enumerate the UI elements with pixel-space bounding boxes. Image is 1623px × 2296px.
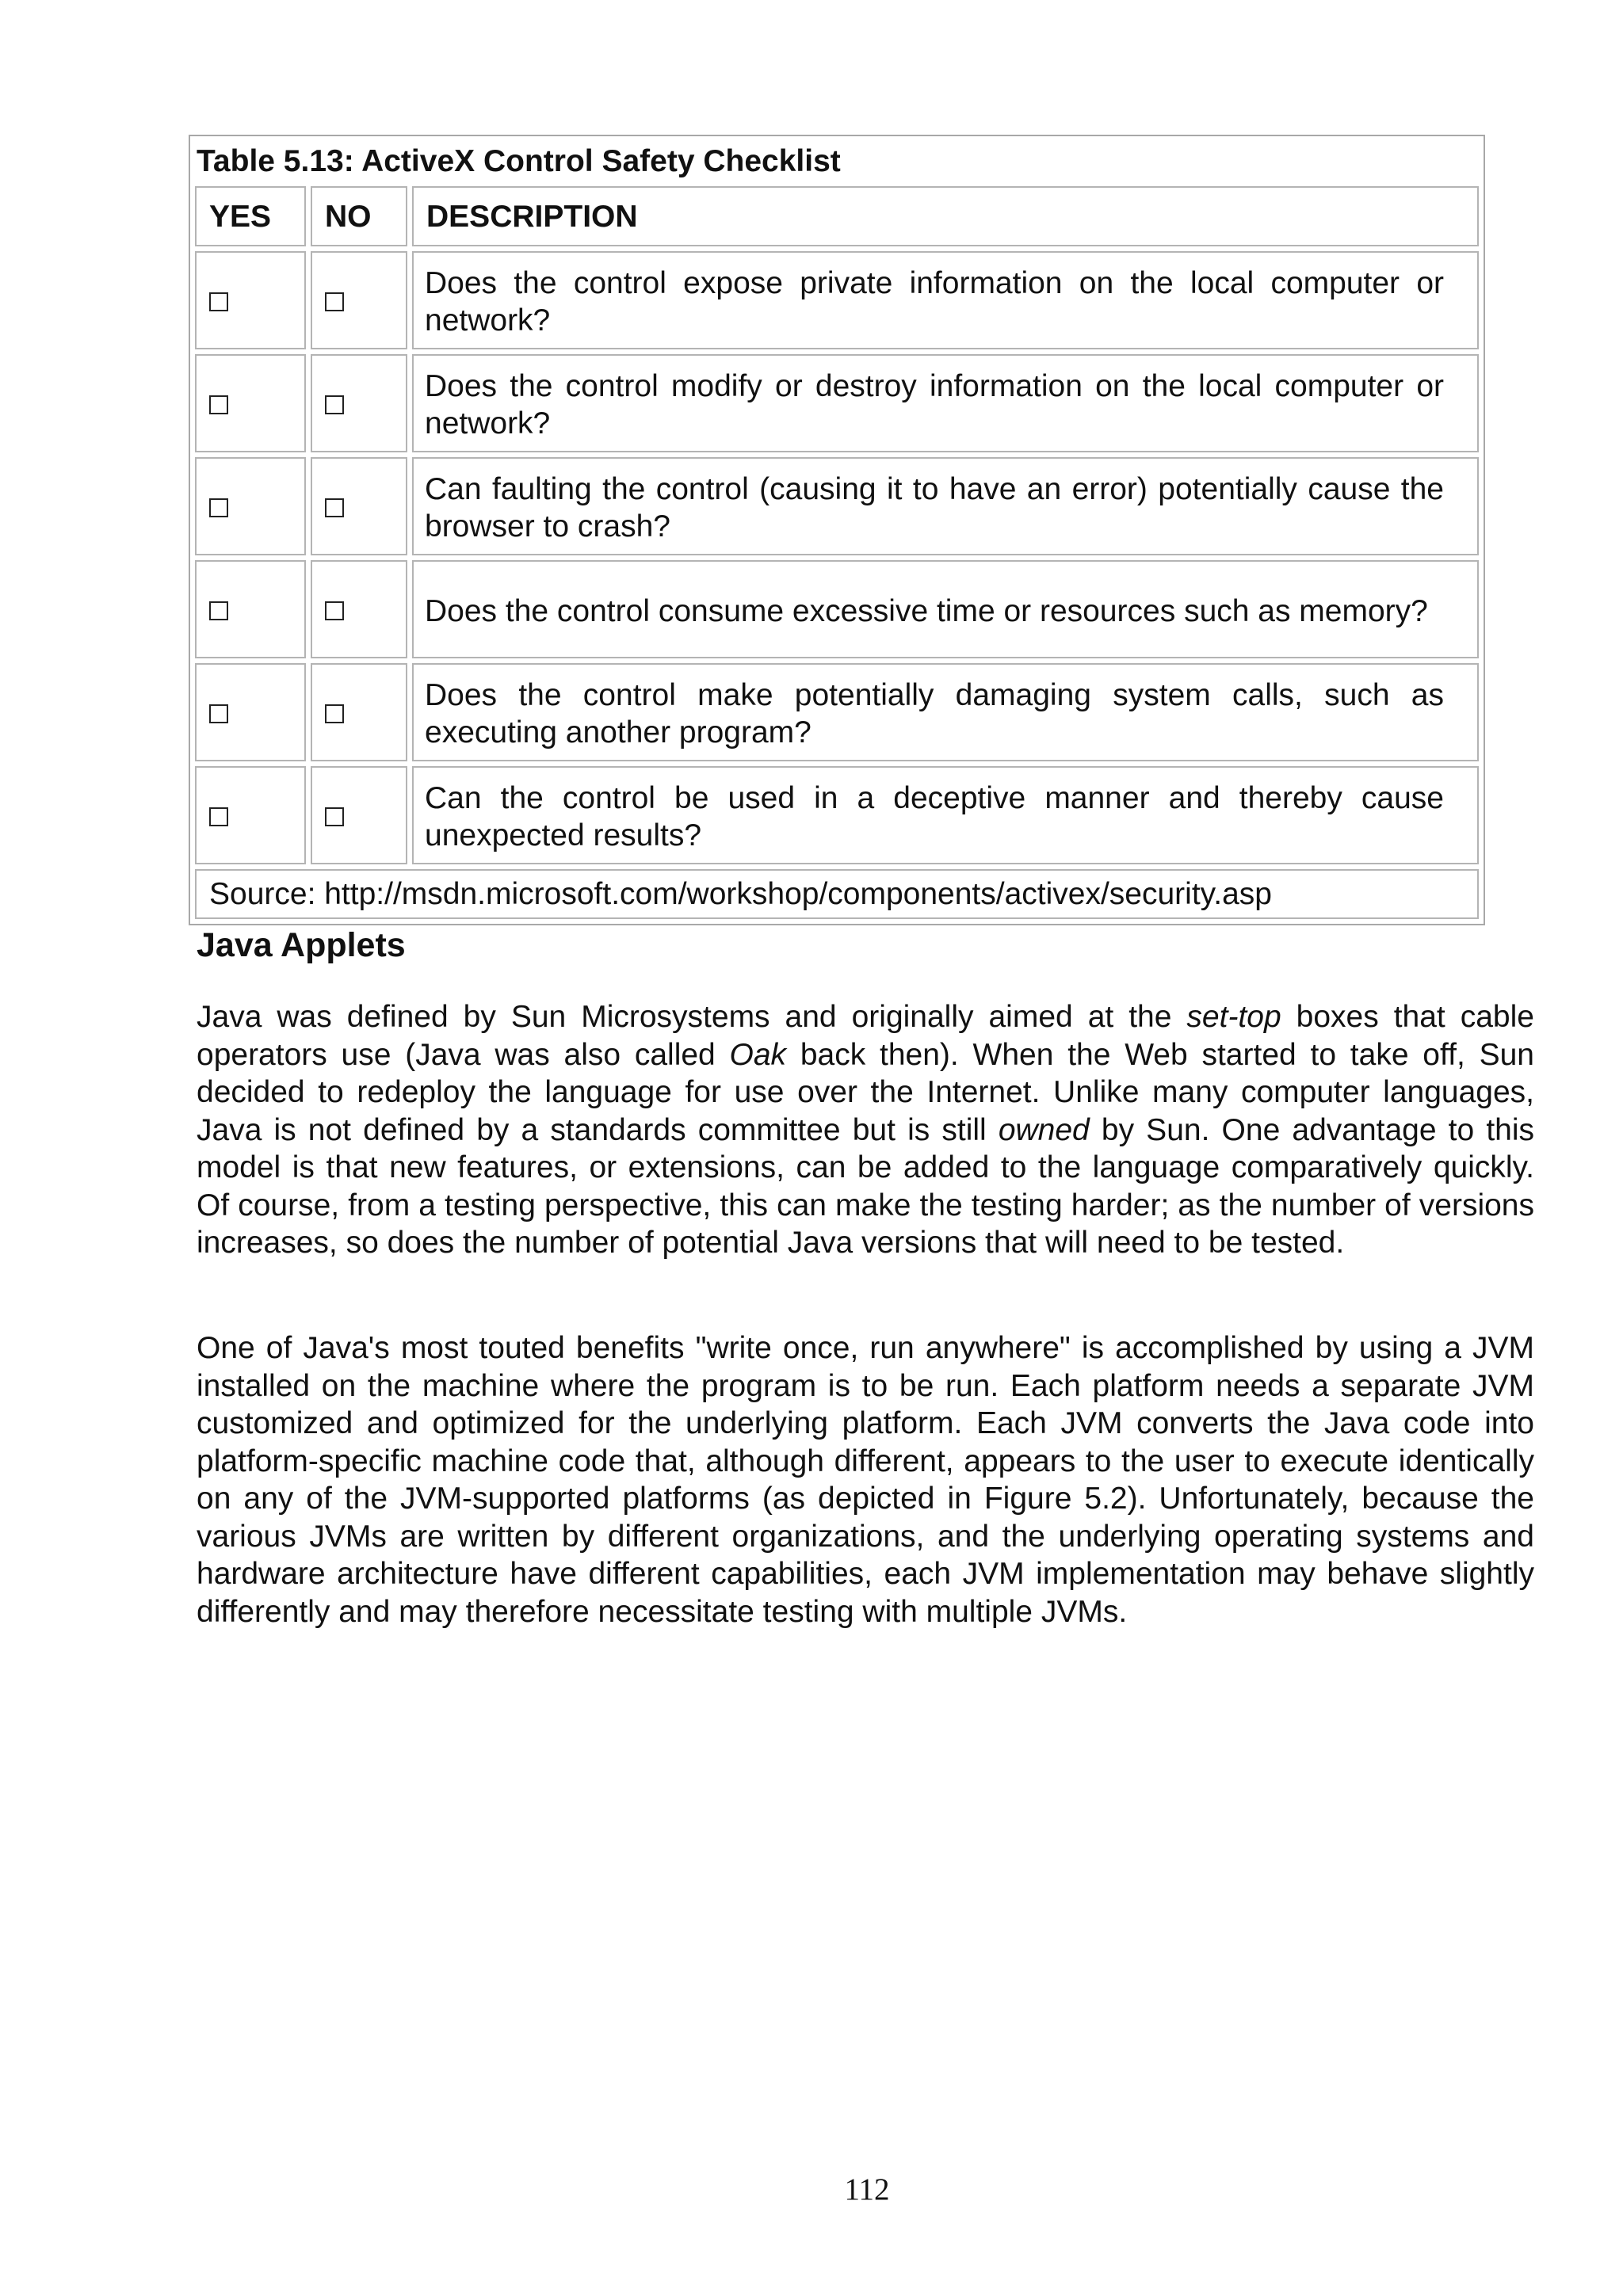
no-cell — [311, 251, 407, 349]
yes-cell — [195, 560, 306, 658]
no-cell — [311, 457, 407, 555]
no-cell — [311, 354, 407, 452]
header-yes: YES — [195, 186, 306, 246]
no-cell — [311, 766, 407, 864]
section-heading: Java Applets — [197, 926, 406, 964]
no-checkbox[interactable] — [325, 292, 344, 311]
table-header-row — [195, 186, 1479, 246]
table-row — [195, 251, 1479, 349]
yes-checkbox[interactable] — [209, 498, 228, 517]
yes-cell — [195, 457, 306, 555]
p1-italic-oak: Oak — [729, 1037, 787, 1072]
page-number: 112 — [844, 2172, 890, 2206]
p1-italic-owned: owned — [998, 1112, 1090, 1147]
yes-cell — [195, 251, 306, 349]
table-row — [195, 560, 1479, 658]
no-checkbox[interactable] — [325, 807, 344, 826]
table-row — [195, 663, 1479, 761]
table-row — [195, 457, 1479, 555]
yes-cell — [195, 354, 306, 452]
p1-text-2: boxes that cable operators use (Java was also called — [197, 1000, 1534, 1072]
paragraph-jvm: One of Java's most touted benefits "write once, run anywhere" is accomplished by using a JVM installed on the machine where the program is to be run. Each platform needs a separate JVM customized and optimized for the underlying platform. Each JVM converts the Java code into platform-specific machine code that, although different, appears to the user to execute identically on any of the JVM-supported platforms (as depicted in Figure 5.2). Unfortunately, because the various JVMs are written by different organizations, and the underlying operating systems and hardware architecture have different capabilities, each JVM implementation may behave slightly differently and may therefore necessitate testing with multiple JVMs. — [197, 1331, 1534, 1629]
table-source-row — [195, 869, 1479, 919]
header-description: DESCRIPTION — [412, 186, 1479, 246]
header-no: NO — [311, 186, 407, 246]
p1-italic-set-top: set-top — [1186, 1000, 1281, 1034]
yes-cell — [195, 766, 306, 864]
no-cell — [311, 663, 407, 761]
table-row — [195, 766, 1479, 864]
yes-cell — [195, 663, 306, 761]
row-description: Can faulting the control (causing it to have an error) potentially cause the browser to crash? — [412, 457, 1479, 555]
yes-checkbox[interactable] — [209, 704, 228, 723]
row-description: Can the control be used in a deceptive manner and thereby cause unexpected results? — [412, 766, 1479, 864]
table-row — [195, 354, 1479, 452]
no-cell — [311, 560, 407, 658]
p1-text-3: back then). When the Web started to take off, Sun decided to redeploy the language for use over the Internet. Unlike many computer languages, Java is not defined by a standards committee but is still — [197, 1037, 1534, 1147]
no-checkbox[interactable] — [325, 601, 344, 620]
no-checkbox[interactable] — [325, 395, 344, 414]
table-source: Source: http://msdn.microsoft.com/workshop/components/activex/security.asp — [195, 869, 1479, 919]
row-description: Does the control make potentially damaging system calls, such as executing another program? — [412, 663, 1479, 761]
row-description: Does the control expose private information on the local computer or network? — [412, 251, 1479, 349]
paragraph-java-history — [197, 998, 1534, 1262]
yes-checkbox[interactable] — [209, 292, 228, 311]
yes-checkbox[interactable] — [209, 601, 228, 620]
p1-text-4: by Sun. One advantage to this model is that new features, or extensions, can be added to the language comparatively quickly. Of course, from a testing perspective, this can make the testing harder; as the number of versions increases, so does the number of potential Java versions that will need to be tested. — [197, 1112, 1535, 1260]
no-checkbox[interactable] — [325, 498, 344, 517]
row-description: Does the control modify or destroy information on the local computer or network? — [412, 354, 1479, 452]
yes-checkbox[interactable] — [209, 807, 228, 826]
p1-text-1: Java was defined by Sun Microsystems and originally aimed at the — [197, 1000, 1187, 1034]
row-description: Does the control consume excessive time or resources such as memory? — [412, 560, 1479, 658]
no-checkbox[interactable] — [325, 704, 344, 723]
table-caption: Table 5.13: ActiveX Control Safety Checklist — [197, 144, 841, 178]
safety-checklist-table — [189, 135, 1485, 925]
yes-checkbox[interactable] — [209, 395, 228, 414]
